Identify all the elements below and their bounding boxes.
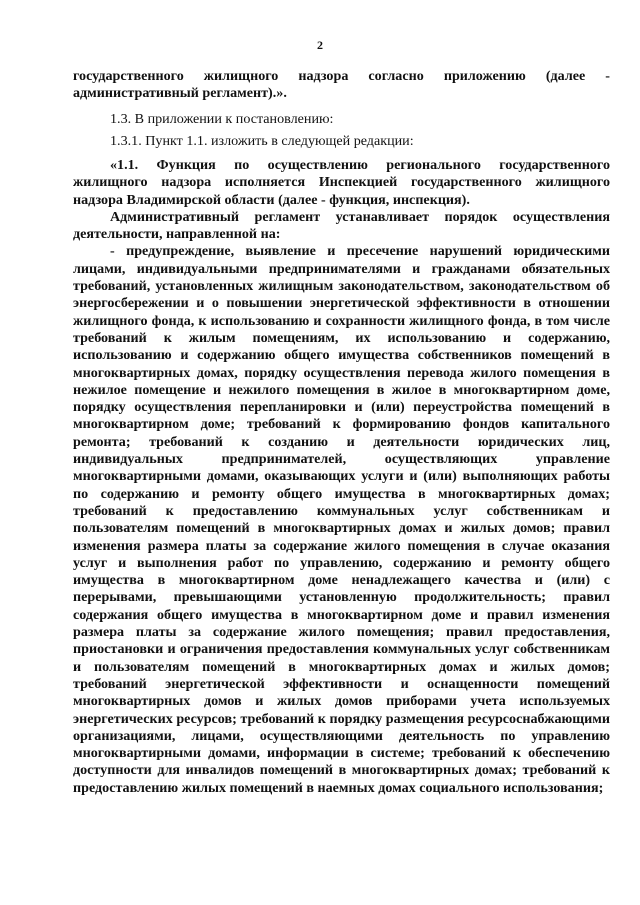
paragraph-requirements-list: - предупреждение, выявление и пресечение нарушений юридическими лицами, индивидуальными предпринимателями и гражданами обязательных требований, установленных жилищным законодательством, законодательством об энергосбережении и о повышении энергетической эффективности в отношении жилищного фонда, к использованию и сохранности жилищного фонда, в том числе требований к жилым помещениям, их использованию и содержанию, использованию и содержанию общего имущества собственников помещений в многоквартирных домах, порядку осуществления перевода жилого помещения в нежилое помещение и нежилого помещения в жилое в многоквартирном доме, порядку осуществления перепланировки и (или) переустройства помещений в многоквартирном доме; требований к формированию фондов капитального ремонта; требований к созданию и деятельности юридических лиц, индивидуальных предпринимателей, осуществляющих управление многоквартирными домами, оказывающих услуги и (или) выполняющих работы по содержанию и ремонту общего имущества в многоквартирных домах; требований к предоставлению коммунальных услуг собственникам и пользователям помещений в многоквартирных домах и жилых домов; правил изменения размера платы за содержание жилого помещения в случае оказания услуг и выполнения работ по управлению, содержанию и ремонту общего имущества в многоквартирном доме ненадлежащего качества и (или) с перерывами, превышающими установленную продолжительность; правил содержания общего имущества в многоквартирном доме и правил изменения размера платы за содержание жилого помещения; правил предоставления, приостановки и ограничения предоставления коммунальных услуг собственникам и пользователям помещений в многоквартирных домах и жилых домов; требований энергетической эффективности и оснащенности помещений многоквартирных домов и жилых домов приборами учета используемых энергетических ресурсов; требований к порядку размещения ресурсоснабжающими организациями, лицами, осуществляющими деятельность по управлению многоквартирными домами, информации в системе; требований к обеспечению доступности для инвалидов помещений в многоквартирных домах; требований к предоставлению жилых помещений в наемных домах социального использования; (73, 243, 610, 796)
page-number: 2 (317, 38, 323, 52)
section-1-3-1-heading: 1.3.1. Пункт 1.1. изложить в следующей редакции: (110, 133, 414, 149)
document-body (73, 157, 610, 797)
lead-paragraph: государственного жилищного надзора согласно приложению (далее - административный регламент).». (73, 68, 610, 102)
section-1-3-heading: 1.3. В приложении к постановлению: (110, 111, 334, 127)
paragraph-function-definition: «1.1. Функция по осуществлению регионального государственного жилищного надзора исполняется Инспекцией государственного жилищного надзора Владимирской области (далее - функция, инспекция). (73, 157, 610, 208)
paragraph-regulation-scope: Административный регламент устанавливает порядок осуществления деятельности, направленной на: (73, 208, 610, 243)
